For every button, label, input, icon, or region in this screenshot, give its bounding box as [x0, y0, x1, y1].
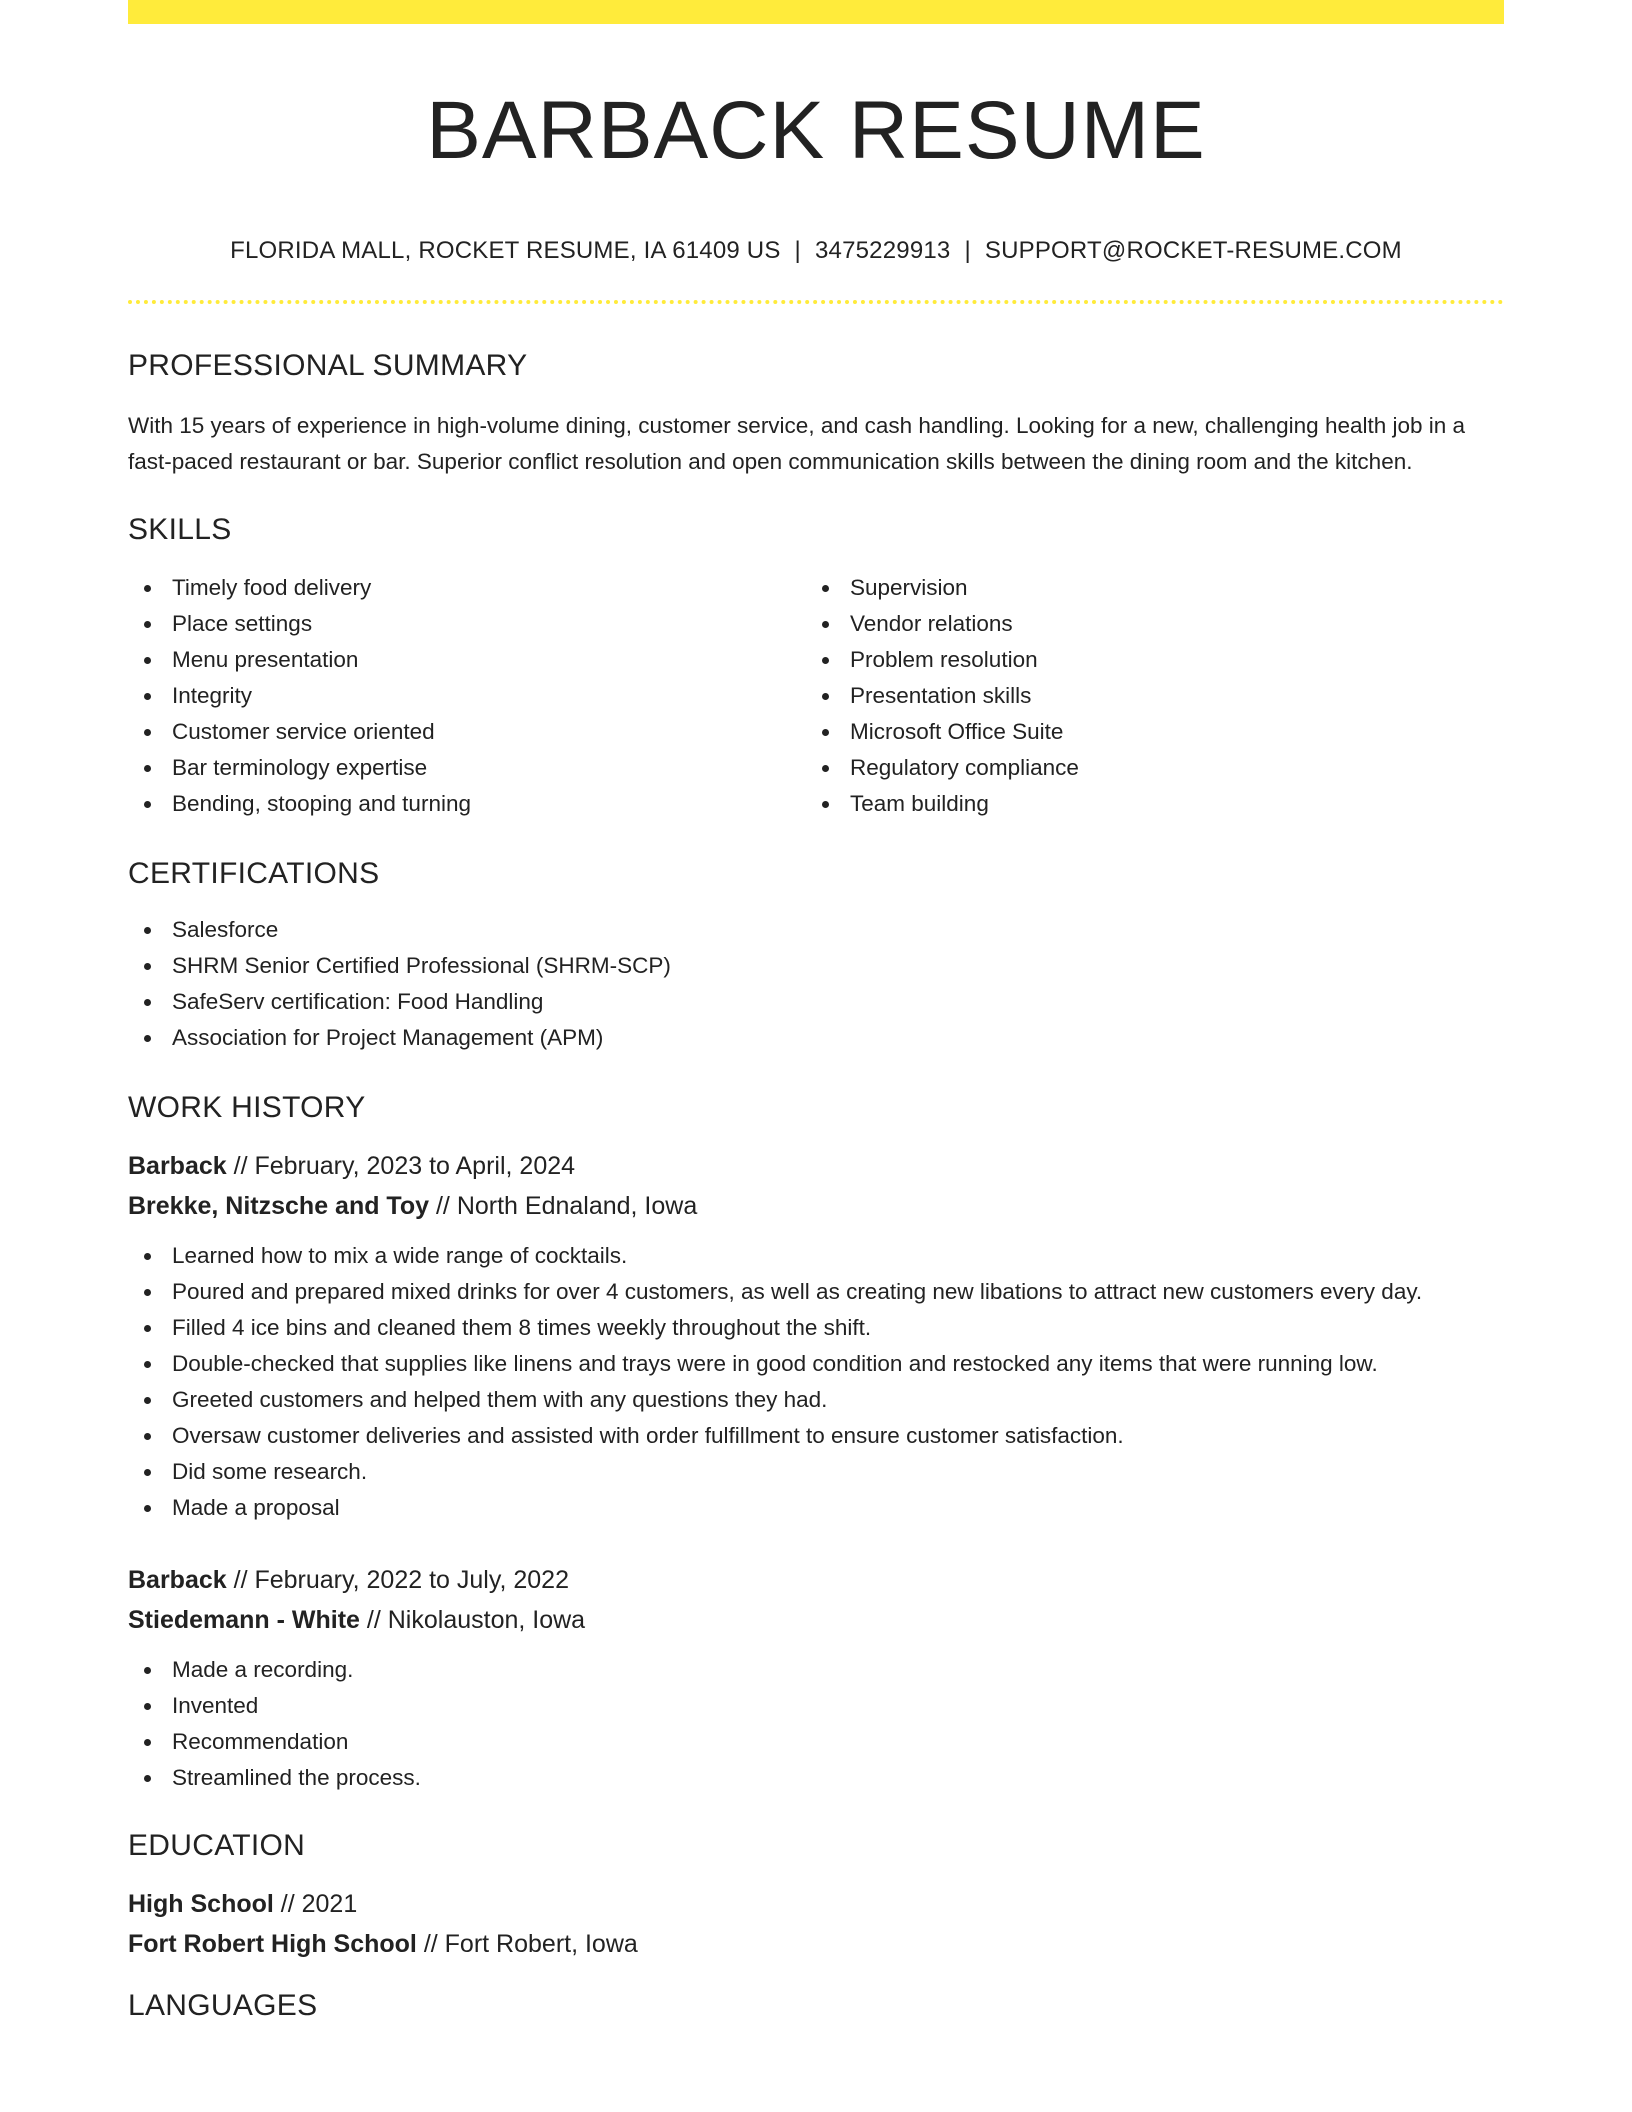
job-dates: // February, 2022 to July, 2022 — [226, 1566, 569, 1594]
contact-separator: | — [794, 237, 801, 264]
job-duties-list — [128, 1652, 1504, 1796]
work-history-heading: WORK HISTORY — [128, 1091, 366, 1124]
job-duty-item: Learned how to mix a wide range of cocktails. — [128, 1238, 1504, 1274]
job-company-line — [128, 1186, 1504, 1226]
contact-email: SUPPORT@ROCKET-RESUME.COM — [984, 237, 1402, 264]
skill-item: Bending, stooping and turning — [128, 786, 806, 822]
skills-heading: SKILLS — [128, 513, 232, 546]
skill-item: Vendor relations — [806, 606, 1484, 642]
skill-item: Place settings — [128, 606, 806, 642]
contact-separator: | — [964, 237, 971, 264]
education-year: // 2021 — [273, 1890, 358, 1918]
skill-item: Menu presentation — [128, 642, 806, 678]
job-duty-item: Poured and prepared mixed drinks for over 4 customers, as well as creating new libations to attract new customers every day. — [128, 1274, 1504, 1310]
job-duties-list — [128, 1238, 1504, 1526]
skill-item: Supervision — [806, 570, 1484, 606]
certification-item: SHRM Senior Certified Professional (SHRM-SCP) — [128, 948, 1504, 984]
skills-right-column — [806, 570, 1484, 822]
contact-address: FLORIDA MALL, ROCKET RESUME, IA 61409 US — [230, 237, 781, 264]
education-school: Fort Robert High School — [128, 1930, 417, 1958]
summary-heading: PROFESSIONAL SUMMARY — [128, 349, 528, 382]
skill-item: Team building — [806, 786, 1484, 822]
job-company: Brekke, Nitzsche and Toy — [128, 1192, 430, 1220]
job-duty-item: Double-checked that supplies like linens and trays were in good condition and restocked any items that were running low. — [128, 1346, 1504, 1382]
summary-text: With 15 years of experience in high-volume dining, customer service, and cash handling. Looking for a new, challenging health job in a fast-paced restaurant or bar. Superior conflict resolution and open communication skills between the dining room and the kitchen. — [128, 413, 1466, 474]
skill-item: Microsoft Office Suite — [806, 714, 1484, 750]
education-location: // Fort Robert, Iowa — [416, 1930, 638, 1958]
resume-page — [128, 0, 1504, 2112]
job-duty-item: Filled 4 ice bins and cleaned them 8 times weekly throughout the shift. — [128, 1310, 1504, 1346]
job-duty-item: Made a recording. — [128, 1652, 1504, 1688]
job-location: // Nikolauston, Iowa — [359, 1606, 586, 1634]
education-degree-line — [128, 1884, 1504, 1924]
certification-item: SafeServ certification: Food Handling — [128, 984, 1504, 1020]
certifications-list — [128, 912, 1504, 1056]
job-title-line — [128, 1146, 1504, 1186]
skill-item: Problem resolution — [806, 642, 1484, 678]
job-dates: // February, 2023 to April, 2024 — [226, 1152, 576, 1180]
skill-item: Timely food delivery — [128, 570, 806, 606]
contact-line — [128, 236, 1504, 266]
contact-phone: 3475229913 — [814, 237, 951, 264]
skill-item: Bar terminology expertise — [128, 750, 806, 786]
job-duty-item: Greeted customers and helped them with any questions they had. — [128, 1382, 1504, 1418]
education-degree: High School — [128, 1890, 274, 1918]
certification-item: Association for Project Management (APM) — [128, 1020, 1504, 1056]
job-location: // North Ednaland, Iowa — [429, 1192, 698, 1220]
job-duty-item: Made a proposal — [128, 1490, 1504, 1526]
certification-item: Salesforce — [128, 912, 1504, 948]
skills-grid — [128, 570, 1504, 822]
job-duty-item: Invented — [128, 1688, 1504, 1724]
certifications-heading: CERTIFICATIONS — [128, 857, 380, 890]
resume-title: BARBACK RESUME — [426, 85, 1206, 176]
education-school-line — [128, 1924, 1504, 1964]
skill-item: Integrity — [128, 678, 806, 714]
skill-item: Regulatory compliance — [806, 750, 1484, 786]
top-accent-bar — [128, 0, 1504, 24]
job-title: Barback — [128, 1152, 227, 1180]
job-company-line — [128, 1600, 1504, 1640]
job-duty-item: Oversaw customer deliveries and assisted with order fulfillment to ensure customer satisfaction. — [128, 1418, 1504, 1454]
job-company: Stiedemann - White — [128, 1606, 360, 1634]
education-heading: EDUCATION — [128, 1829, 306, 1862]
languages-heading: LANGUAGES — [128, 1989, 318, 2022]
job-title: Barback — [128, 1566, 227, 1594]
job-duty-item: Streamlined the process. — [128, 1760, 1504, 1796]
job-title-line — [128, 1560, 1504, 1600]
dotted-divider — [128, 300, 1504, 304]
job-duty-item: Recommendation — [128, 1724, 1504, 1760]
skills-left-column — [128, 570, 806, 822]
skill-item: Customer service oriented — [128, 714, 806, 750]
skill-item: Presentation skills — [806, 678, 1484, 714]
job-duty-item: Did some research. — [128, 1454, 1504, 1490]
